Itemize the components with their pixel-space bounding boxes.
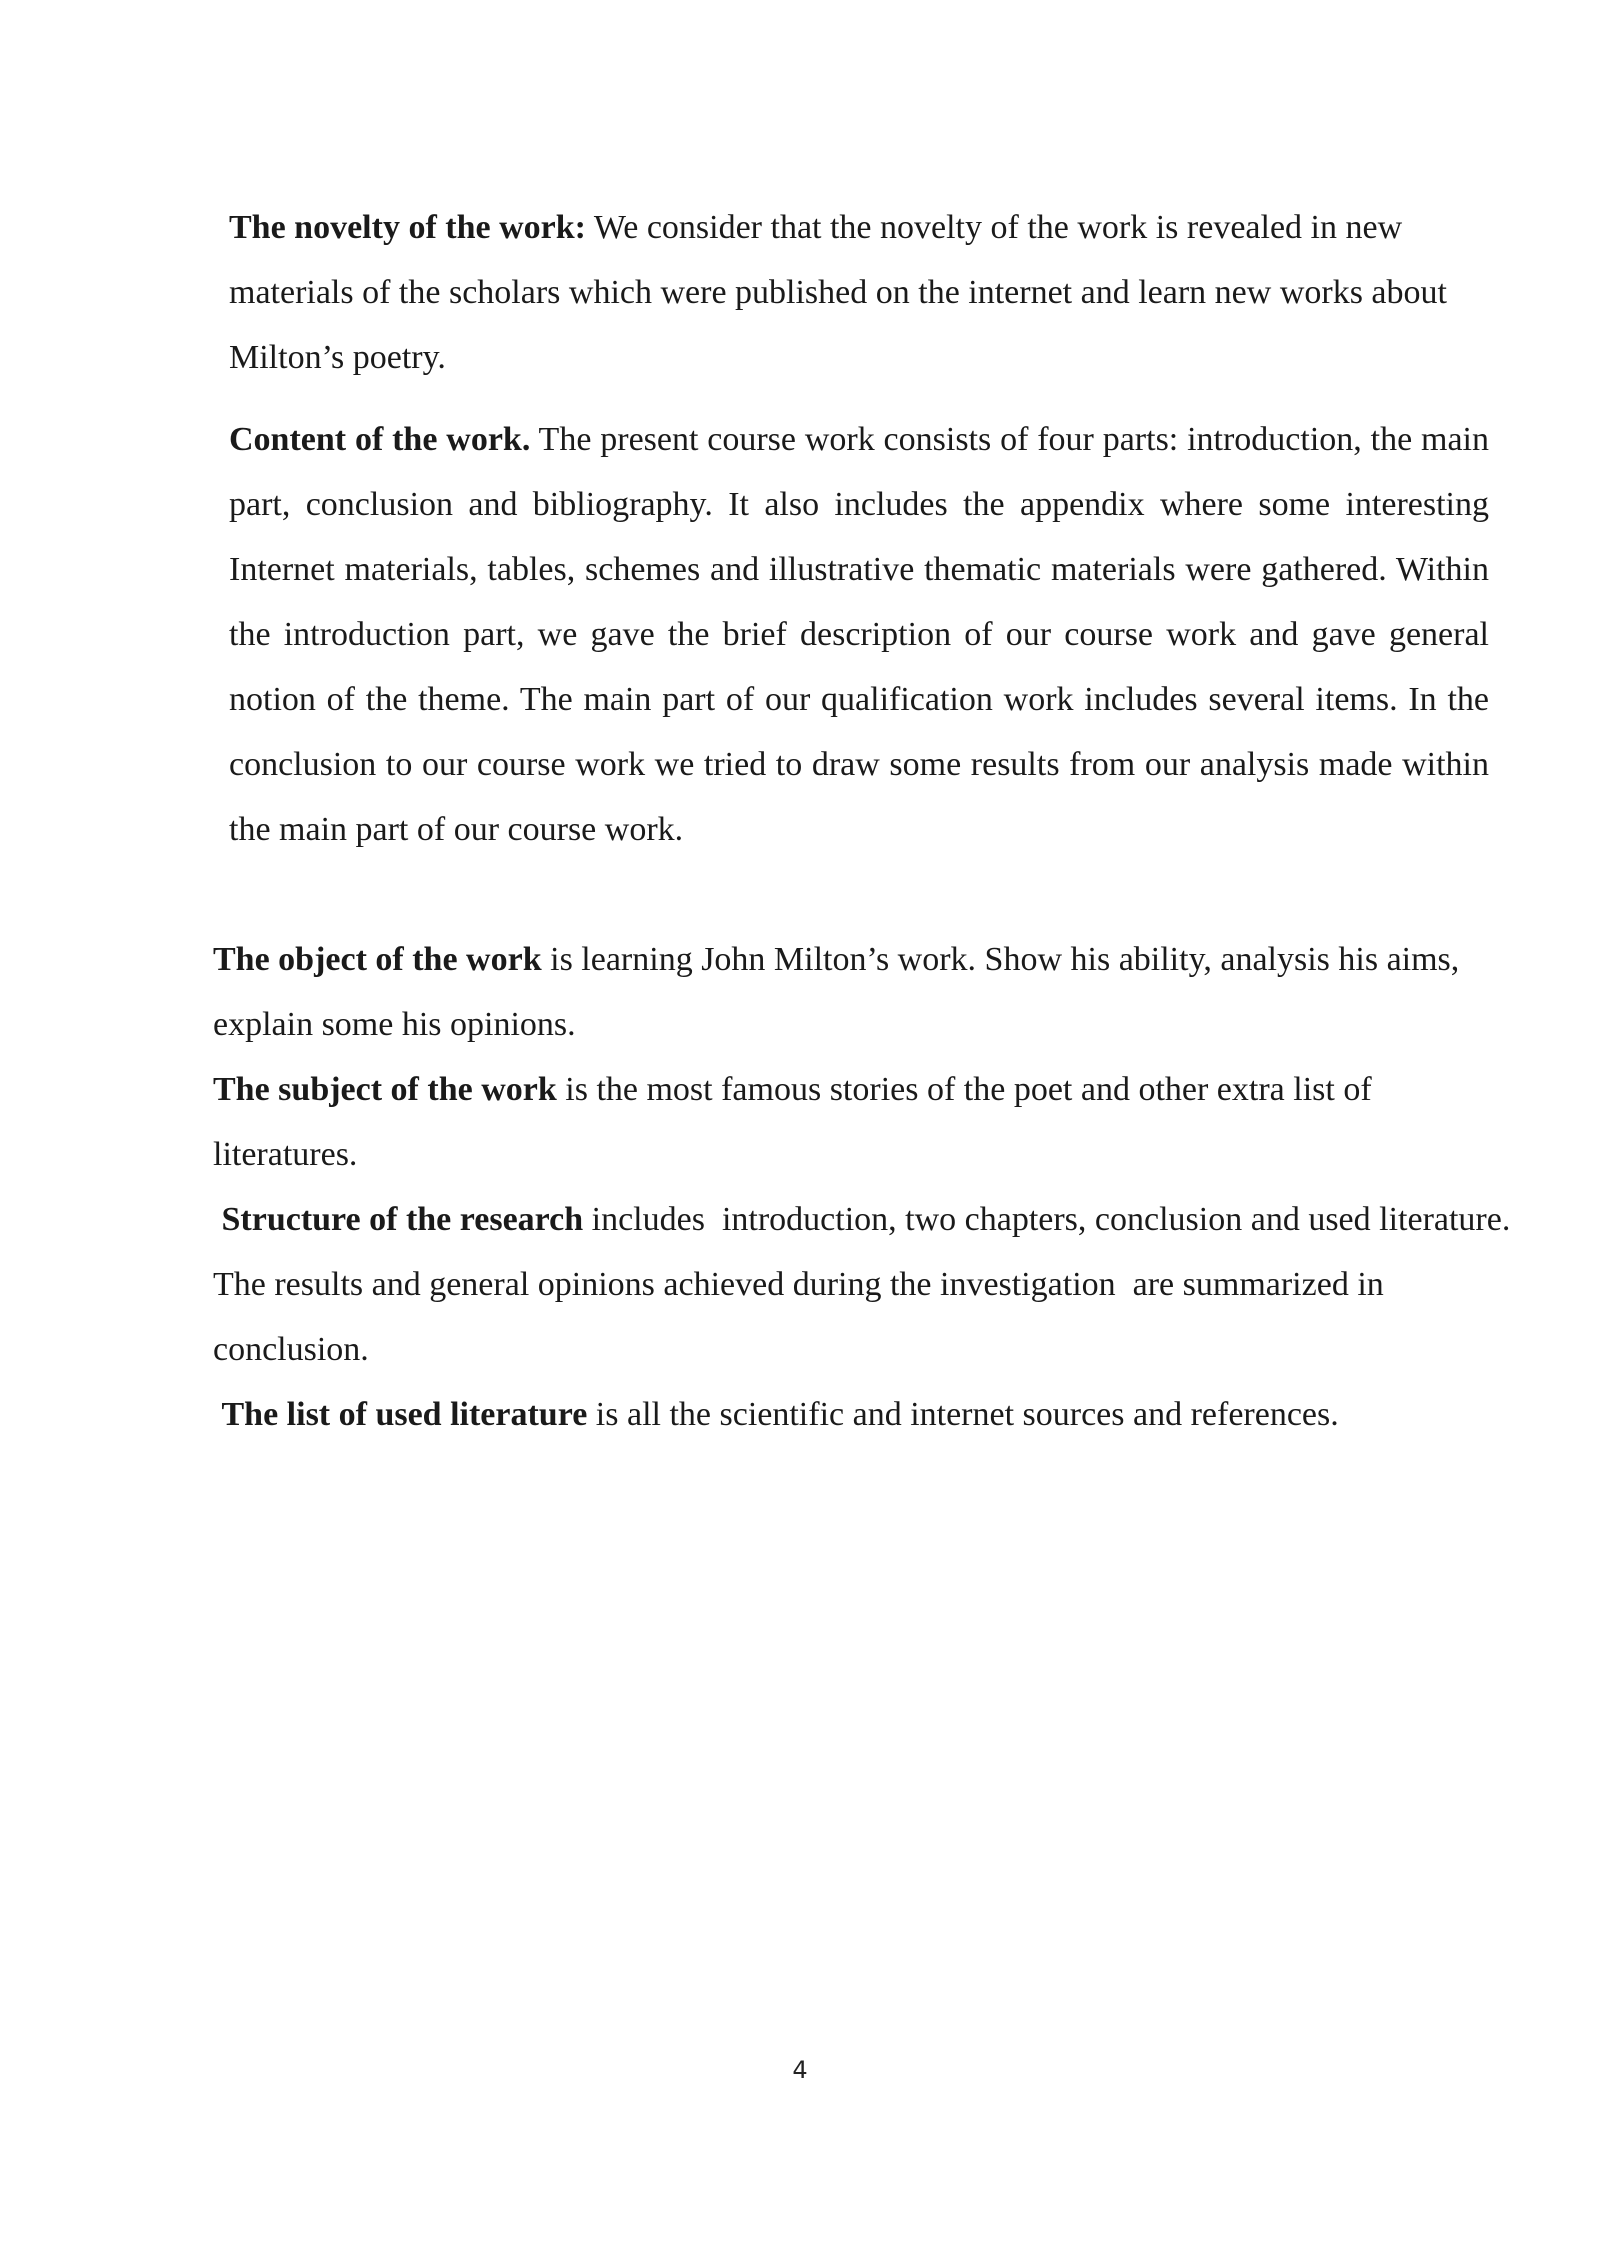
novelty-heading: The novelty of the work: — [229, 209, 586, 246]
content-paragraph — [229, 407, 1489, 862]
literature-heading: The list of used literature — [213, 1396, 588, 1433]
object-text: is learning John Milton’s work. Show his ability, analysis his aims, explain some his opinions. — [213, 941, 1460, 1043]
literature-paragraph — [213, 1382, 1513, 1447]
object-heading: The object of the work — [213, 941, 542, 978]
page-number: 4 — [792, 2056, 808, 2084]
subject-paragraph — [213, 1057, 1513, 1187]
body-text-block — [213, 927, 1519, 1447]
structure-paragraph — [213, 1187, 1519, 1382]
structure-heading: Structure of the research — [213, 1201, 584, 1238]
structure-text: includes introduction, two chapters, conclusion and used literature. The results and general opinions achieved during the investigation are summarized in conclusion. — [213, 1201, 1519, 1368]
subject-heading: The subject of the work — [213, 1071, 557, 1108]
literature-text: is all the scientific and internet sources and references. — [587, 1396, 1339, 1433]
subject-text: is the most famous stories of the poet and other extra list of literatures. — [213, 1071, 1372, 1173]
novelty-text: We consider that the novelty of the work is revealed in new materials of the scholars which were published on the internet and learn new works about Milton’s poetry. — [229, 209, 1447, 376]
content-text: The present course work consists of four parts: introduction, the main part, conclusion and bibliography. It also includes the appendix where some interesting Internet materials, tables, schemes and illustrative thematic materials were gathered. Within the introduction part, we gave the brief description of our course work and gave general notion of the theme. The main part of our qualification work includes several items. In the conclusion to our course work we tried to draw some results from our analysis made within the main part of our course work. — [229, 421, 1489, 848]
object-paragraph — [213, 927, 1513, 1057]
novelty-paragraph — [229, 195, 1489, 390]
content-heading: Content of the work. — [229, 421, 531, 458]
